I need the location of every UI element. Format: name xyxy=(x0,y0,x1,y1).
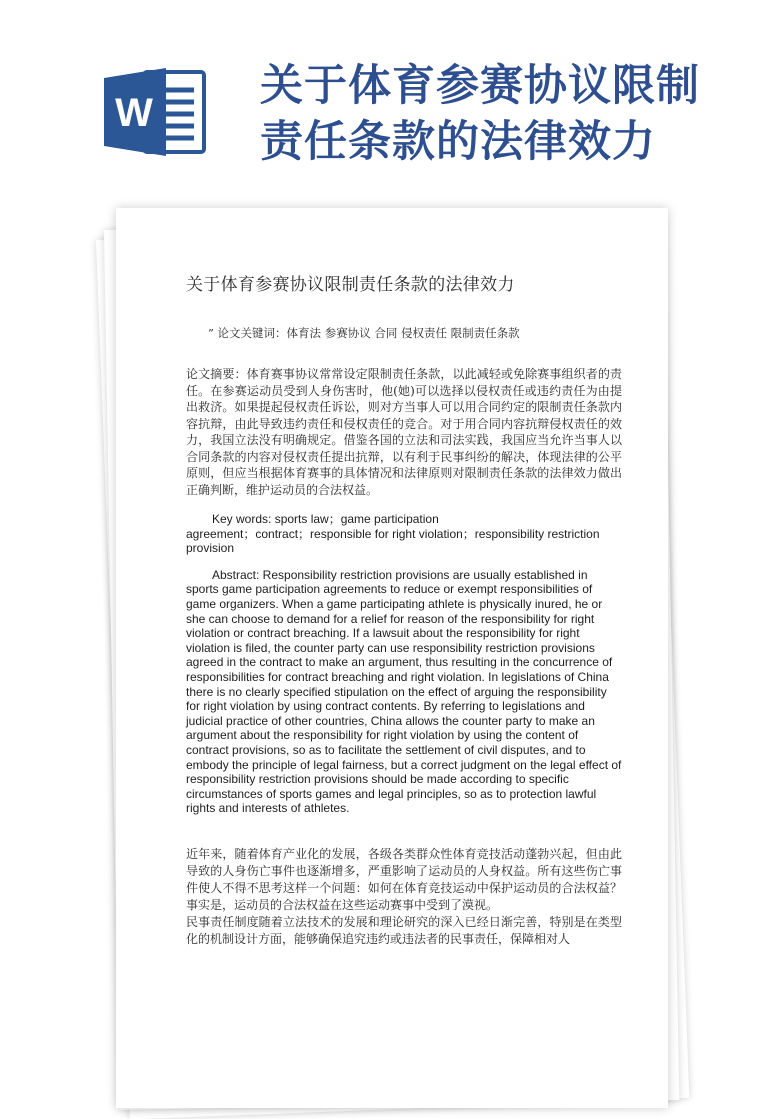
english-keywords-rest: agreement；contract；responsible for right violation；responsibility restriction provision xyxy=(186,526,600,556)
banner-title-line-2: 责任条款的法律效力 xyxy=(260,117,656,167)
svg-text:W: W xyxy=(115,91,153,135)
english-keywords-line1: Key words: sports law；game participation xyxy=(212,512,439,526)
banner-title-line-1: 关于体育参赛协议限制 xyxy=(260,61,700,111)
introduction-paragraph-1: 近年来，随着体育产业化的发展，各级各类群众性体育竞技活动蓬勃兴起，但由此导致的人身伤亡事件也逐渐增多，严重影响了运动员的人身权益。所有这些伤亡事件使人不得不思考这样一个问题：如何在体育竞技运动中保护运动员的合法权益？事实是，运动员的合法权益在这些运动赛事中受到了漠视。 xyxy=(186,846,622,912)
english-abstract-text: Abstract: Responsibility restriction provisions are usually established in sports game participation agreements to reduce or exempt responsibilities of game organizers. When a game participating athlete is physically inured, he or she can choose to demand for a relief for reason of the responsibility for right violation or contract breaching. If a lawsuit about the responsibility for right violation is filed, the counter party can use responsibility restriction provisions agreed in the contract to make an argument, thus resulting in the concurrence of responsibilities for contract breaching and right violation. In legislations of China there is no clearly specified stipulation on the effect of arguing the responsibility for right violation by using contract contents. By referring to legislations and judicial practice of other countries, China allows the counter party to make an argument about the responsibility for right violation by using the content of contract provisions, so as to facilitate the settlement of civil disputes, and to embody the principle of legal fairness, but a correct judgment on the legal effect of responsibility restriction provisions should be made according to specific circumstances of sports games and legal principles, so as to protection lawful rights and interests of athletes. xyxy=(186,567,622,816)
chinese-abstract: 论文摘要：体育赛事协议常常设定限制责任条款，以此减轻或免除赛事组织者的责任。在参赛运动员受到人身伤害时，他(她)可以选择以侵权责任或违约责任为由提出救济。如果提起侵权责任诉讼，则对方当事人可以用合同约定的限制责任条款内容抗辩，由此导致违约责任和侵权责任的竞合。对于用合同内容抗辩侵权责任的效力，我国立法没有明确规定。借鉴各国的立法和司法实践，我国应当允许当事人以合同条款的内容对侵权责任提出抗辩，以有利于民事纠纷的解决，体现法律的公平原则，但应当根据体育赛事的具体情况和法律原则对限制责任条款的法律效力做出正确判断，维护运动员的合法权益。 xyxy=(186,367,622,497)
document-page xyxy=(186,270,622,948)
document-title: 关于体育参赛协议限制责任条款的法律效力 xyxy=(186,275,515,295)
english-abstract xyxy=(186,568,622,816)
introduction-paragraph-2: 民事责任制度随着立法技术的发展和理论研究的深入已经日渐完善，特别是在类型化的机制设计方面，能够确保追究违约或违法者的民事责任，保障相对人 xyxy=(186,914,622,946)
chinese-keywords: ” 论文关键词：体育法 参赛协议 合同 侵权责任 限制责任条款 xyxy=(208,326,520,340)
banner-title xyxy=(260,58,760,170)
english-keywords xyxy=(186,512,622,556)
word-document-icon xyxy=(104,66,208,158)
header-banner xyxy=(0,0,780,200)
